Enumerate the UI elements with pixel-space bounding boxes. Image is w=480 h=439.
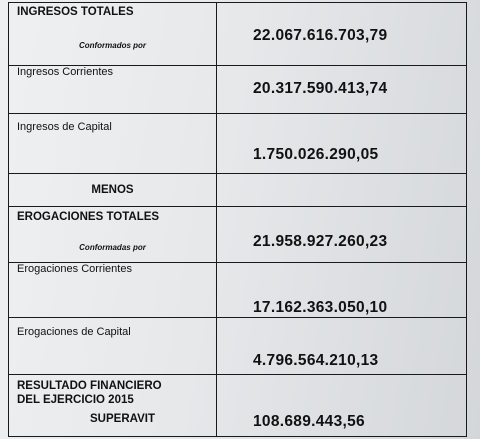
erogaciones-capital-label: Erogaciones de Capital: [17, 326, 131, 338]
value-cell: [217, 318, 467, 375]
value-cell: [217, 66, 467, 114]
ingresos-totales-value: 22.067.616.703,79: [253, 27, 388, 44]
table-row: [9, 66, 467, 114]
value-cell: [217, 263, 467, 318]
resultado-label-line2: DEL EJERCICIO 2015: [17, 394, 134, 406]
table-row: [9, 318, 467, 375]
label-cell: [9, 375, 217, 437]
table-row: [9, 174, 467, 207]
ingresos-capital-label: Ingresos de Capital: [17, 121, 112, 133]
erogaciones-totales-label: EROGACIONES TOTALES: [17, 211, 160, 223]
financial-results-table: [8, 2, 467, 437]
erogaciones-corrientes-label: Erogaciones Corrientes: [17, 263, 132, 275]
erogaciones-totales-value: 21.958.927.260,23: [253, 233, 388, 250]
table-row: [9, 207, 467, 263]
table-row: [9, 114, 467, 174]
ingresos-corrientes-value: 20.317.590.413,74: [253, 80, 388, 97]
resultado-label: [9, 375, 216, 407]
value-cell: [217, 3, 467, 66]
label-cell: [9, 318, 217, 375]
ingresos-corrientes-label: Ingresos Corrientes: [17, 66, 113, 78]
label-cell: [9, 3, 217, 66]
conformadas-por-note: Conformadas por: [79, 243, 146, 252]
label-cell: [9, 207, 217, 263]
value-cell: [217, 207, 467, 263]
menos-label: MENOS: [91, 184, 134, 196]
value-cell: [217, 375, 467, 437]
ingresos-capital-value: 1.750.026.290,05: [253, 146, 379, 163]
value-cell: [217, 114, 467, 174]
ingresos-totales-label: INGRESOS TOTALES: [17, 6, 134, 18]
erogaciones-corrientes-value: 17.162.363.050,10: [253, 299, 388, 316]
table-row: [9, 263, 467, 318]
superavit-value: 108.689.443,56: [253, 413, 365, 430]
label-cell: [9, 66, 217, 114]
value-cell: [217, 174, 467, 207]
resultado-label-line1: RESULTADO FINANCIERO: [17, 380, 162, 392]
label-cell: [9, 263, 217, 318]
erogaciones-capital-value: 4.796.564.210,13: [253, 352, 379, 369]
conformados-por-note: Conformados por: [78, 41, 147, 50]
label-cell: [9, 114, 217, 174]
superavit-label: SUPERAVIT: [90, 413, 155, 425]
table-row: [9, 3, 467, 66]
table-row: [9, 375, 467, 437]
label-cell: [9, 174, 217, 207]
